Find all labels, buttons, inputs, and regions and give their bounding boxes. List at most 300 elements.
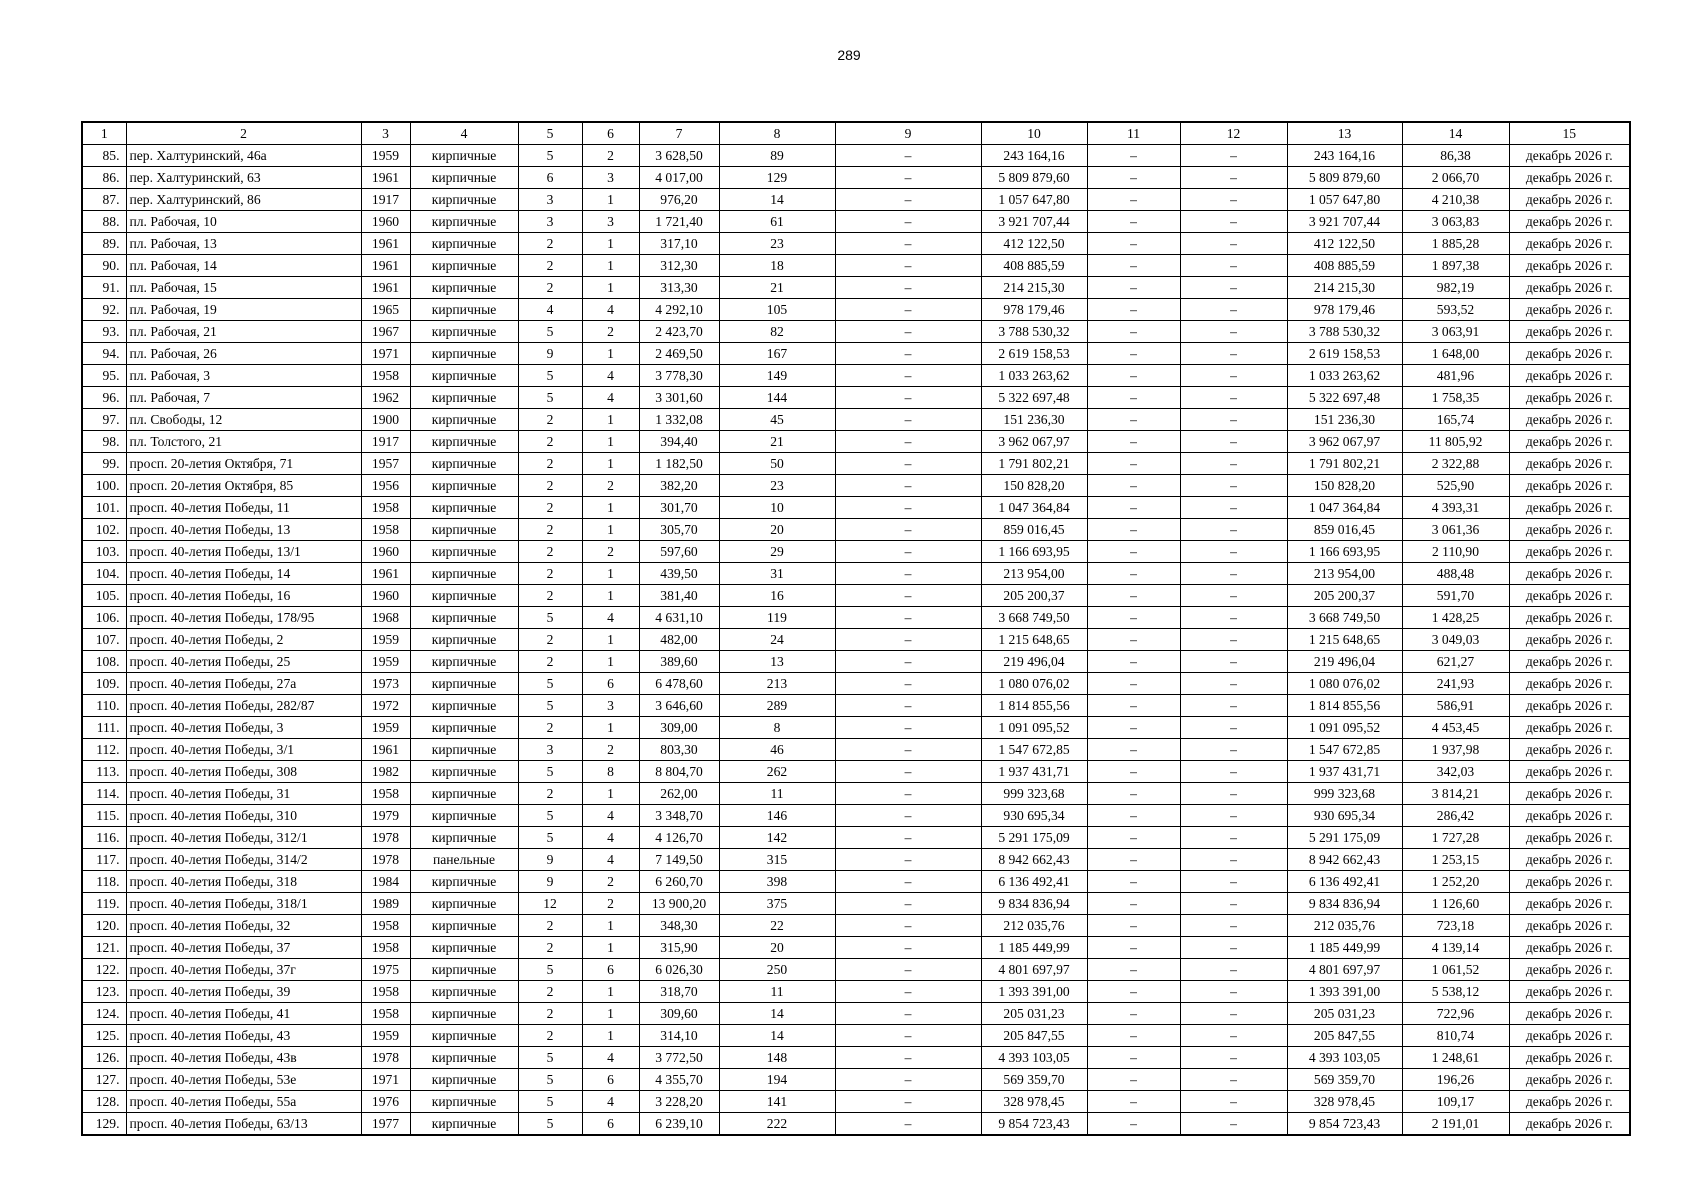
- housing-registry-table: [81, 121, 1631, 1136]
- cell-row-number: 123.: [82, 981, 126, 1003]
- cell-specific-cost: 5 538,12: [1402, 981, 1509, 1003]
- cell-cost-total: 219 496,04: [1287, 651, 1402, 673]
- cell-total-cost: 569 359,70: [981, 1069, 1087, 1091]
- cell-col-12: –: [1180, 343, 1287, 365]
- cell-row-number: 107.: [82, 629, 126, 651]
- cell-floors: 2: [518, 1003, 582, 1025]
- cell-residents: 213: [719, 673, 835, 695]
- cell-col-9: –: [835, 937, 981, 959]
- cell-col-11: –: [1087, 541, 1180, 563]
- cell-specific-cost: 1 126,60: [1402, 893, 1509, 915]
- cell-area: 394,40: [639, 431, 719, 453]
- cell-wall-material: кирпичные: [410, 453, 518, 475]
- cell-area: 4 631,10: [639, 607, 719, 629]
- cell-floors: 4: [518, 299, 582, 321]
- cell-col-9: –: [835, 541, 981, 563]
- cell-col-11: –: [1087, 871, 1180, 893]
- cell-area: 1 182,50: [639, 453, 719, 475]
- cell-col-9: –: [835, 981, 981, 1003]
- cell-cost-total: 1 033 263,62: [1287, 365, 1402, 387]
- table-row: [82, 981, 1630, 1003]
- cell-year-built: 1971: [361, 1069, 410, 1091]
- cell-specific-cost: 4 393,31: [1402, 497, 1509, 519]
- cell-col-12: –: [1180, 761, 1287, 783]
- cell-col-11: –: [1087, 849, 1180, 871]
- column-header: 13: [1287, 122, 1402, 145]
- cell-specific-cost: 1 061,52: [1402, 959, 1509, 981]
- cell-wall-material: кирпичные: [410, 1047, 518, 1069]
- cell-residents: 315: [719, 849, 835, 871]
- cell-floors: 2: [518, 233, 582, 255]
- cell-col-11: –: [1087, 299, 1180, 321]
- cell-wall-material: кирпичные: [410, 695, 518, 717]
- cell-row-number: 105.: [82, 585, 126, 607]
- cell-residents: 61: [719, 211, 835, 233]
- cell-residents: 11: [719, 783, 835, 805]
- cell-residents: 82: [719, 321, 835, 343]
- cell-col-12: –: [1180, 475, 1287, 497]
- cell-wall-material: кирпичные: [410, 585, 518, 607]
- cell-deadline: декабрь 2026 г.: [1509, 1025, 1630, 1047]
- cell-area: 389,60: [639, 651, 719, 673]
- cell-address: просп. 20-летия Октября, 85: [126, 475, 361, 497]
- cell-address: просп. 40-летия Победы, 178/95: [126, 607, 361, 629]
- cell-total-cost: 213 954,00: [981, 563, 1087, 585]
- cell-entrances: 4: [582, 805, 639, 827]
- cell-area: 803,30: [639, 739, 719, 761]
- cell-address: просп. 40-летия Победы, 282/87: [126, 695, 361, 717]
- cell-total-cost: 1 791 802,21: [981, 453, 1087, 475]
- cell-wall-material: кирпичные: [410, 1113, 518, 1136]
- cell-area: 6 026,30: [639, 959, 719, 981]
- cell-specific-cost: 2 066,70: [1402, 167, 1509, 189]
- cell-area: 317,10: [639, 233, 719, 255]
- cell-entrances: 3: [582, 167, 639, 189]
- cell-area: 4 017,00: [639, 167, 719, 189]
- cell-row-number: 95.: [82, 365, 126, 387]
- cell-col-9: –: [835, 1025, 981, 1047]
- cell-year-built: 1960: [361, 585, 410, 607]
- cell-area: 13 900,20: [639, 893, 719, 915]
- cell-floors: 2: [518, 497, 582, 519]
- cell-col-9: –: [835, 519, 981, 541]
- cell-cost-total: 1 215 648,65: [1287, 629, 1402, 651]
- cell-entrances: 2: [582, 541, 639, 563]
- cell-year-built: 1959: [361, 629, 410, 651]
- cell-row-number: 110.: [82, 695, 126, 717]
- cell-area: 318,70: [639, 981, 719, 1003]
- cell-area: 4 292,10: [639, 299, 719, 321]
- cell-col-12: –: [1180, 673, 1287, 695]
- cell-entrances: 4: [582, 607, 639, 629]
- cell-deadline: декабрь 2026 г.: [1509, 629, 1630, 651]
- cell-year-built: 1900: [361, 409, 410, 431]
- table-row: [82, 321, 1630, 343]
- cell-area: 3 228,20: [639, 1091, 719, 1113]
- column-header: 7: [639, 122, 719, 145]
- cell-area: 439,50: [639, 563, 719, 585]
- table-row: [82, 343, 1630, 365]
- table-row: [82, 585, 1630, 607]
- cell-cost-total: 4 801 697,97: [1287, 959, 1402, 981]
- cell-col-11: –: [1087, 1091, 1180, 1113]
- cell-cost-total: 1 091 095,52: [1287, 717, 1402, 739]
- cell-floors: 2: [518, 409, 582, 431]
- cell-row-number: 124.: [82, 1003, 126, 1025]
- cell-entrances: 1: [582, 981, 639, 1003]
- cell-entrances: 1: [582, 497, 639, 519]
- cell-floors: 2: [518, 277, 582, 299]
- cell-col-12: –: [1180, 167, 1287, 189]
- cell-year-built: 1958: [361, 1003, 410, 1025]
- table-row: [82, 409, 1630, 431]
- cell-deadline: декабрь 2026 г.: [1509, 563, 1630, 585]
- cell-cost-total: 3 788 530,32: [1287, 321, 1402, 343]
- cell-year-built: 1975: [361, 959, 410, 981]
- cell-wall-material: кирпичные: [410, 607, 518, 629]
- cell-col-12: –: [1180, 1069, 1287, 1091]
- cell-col-12: –: [1180, 519, 1287, 541]
- cell-deadline: декабрь 2026 г.: [1509, 475, 1630, 497]
- table-row: [82, 827, 1630, 849]
- cell-wall-material: кирпичные: [410, 981, 518, 1003]
- cell-wall-material: кирпичные: [410, 387, 518, 409]
- cell-col-11: –: [1087, 233, 1180, 255]
- cell-deadline: декабрь 2026 г.: [1509, 585, 1630, 607]
- cell-total-cost: 4 393 103,05: [981, 1047, 1087, 1069]
- cell-address: просп. 40-летия Победы, 41: [126, 1003, 361, 1025]
- cell-total-cost: 3 962 067,97: [981, 431, 1087, 453]
- cell-col-9: –: [835, 673, 981, 695]
- cell-col-11: –: [1087, 365, 1180, 387]
- cell-col-11: –: [1087, 563, 1180, 585]
- cell-specific-cost: 11 805,92: [1402, 431, 1509, 453]
- cell-col-11: –: [1087, 1113, 1180, 1136]
- cell-total-cost: 859 016,45: [981, 519, 1087, 541]
- cell-cost-total: 1 937 431,71: [1287, 761, 1402, 783]
- cell-area: 1 332,08: [639, 409, 719, 431]
- cell-col-11: –: [1087, 629, 1180, 651]
- cell-col-11: –: [1087, 453, 1180, 475]
- cell-col-9: –: [835, 1113, 981, 1136]
- cell-area: 381,40: [639, 585, 719, 607]
- cell-cost-total: 5 322 697,48: [1287, 387, 1402, 409]
- cell-col-9: –: [835, 475, 981, 497]
- table-row: [82, 189, 1630, 211]
- cell-col-9: –: [835, 189, 981, 211]
- cell-col-12: –: [1180, 783, 1287, 805]
- cell-entrances: 1: [582, 519, 639, 541]
- cell-area: 313,30: [639, 277, 719, 299]
- cell-total-cost: 9 834 836,94: [981, 893, 1087, 915]
- cell-area: 3 778,30: [639, 365, 719, 387]
- cell-entrances: 1: [582, 563, 639, 585]
- table-row: [82, 893, 1630, 915]
- cell-row-number: 100.: [82, 475, 126, 497]
- cell-col-12: –: [1180, 189, 1287, 211]
- column-header: 10: [981, 122, 1087, 145]
- cell-entrances: 1: [582, 1003, 639, 1025]
- cell-col-11: –: [1087, 739, 1180, 761]
- cell-total-cost: 3 788 530,32: [981, 321, 1087, 343]
- cell-entrances: 1: [582, 629, 639, 651]
- cell-row-number: 89.: [82, 233, 126, 255]
- cell-year-built: 1917: [361, 431, 410, 453]
- cell-col-9: –: [835, 827, 981, 849]
- cell-col-9: –: [835, 299, 981, 321]
- cell-floors: 2: [518, 519, 582, 541]
- cell-cost-total: 408 885,59: [1287, 255, 1402, 277]
- cell-cost-total: 212 035,76: [1287, 915, 1402, 937]
- cell-residents: 11: [719, 981, 835, 1003]
- cell-residents: 21: [719, 277, 835, 299]
- cell-residents: 13: [719, 651, 835, 673]
- column-header: 11: [1087, 122, 1180, 145]
- cell-col-12: –: [1180, 981, 1287, 1003]
- cell-total-cost: 243 164,16: [981, 145, 1087, 167]
- column-header: 14: [1402, 122, 1509, 145]
- cell-entrances: 4: [582, 387, 639, 409]
- cell-wall-material: кирпичные: [410, 1091, 518, 1113]
- cell-entrances: 4: [582, 1091, 639, 1113]
- cell-col-11: –: [1087, 145, 1180, 167]
- cell-wall-material: кирпичные: [410, 1025, 518, 1047]
- cell-floors: 5: [518, 1047, 582, 1069]
- cell-col-11: –: [1087, 189, 1180, 211]
- cell-col-9: –: [835, 145, 981, 167]
- cell-cost-total: 243 164,16: [1287, 145, 1402, 167]
- cell-total-cost: 214 215,30: [981, 277, 1087, 299]
- cell-col-9: –: [835, 409, 981, 431]
- cell-floors: 5: [518, 607, 582, 629]
- table-row: [82, 255, 1630, 277]
- cell-year-built: 1956: [361, 475, 410, 497]
- cell-floors: 2: [518, 629, 582, 651]
- cell-row-number: 102.: [82, 519, 126, 541]
- cell-address: пл. Рабочая, 14: [126, 255, 361, 277]
- cell-col-12: –: [1180, 1003, 1287, 1025]
- table-row: [82, 1025, 1630, 1047]
- cell-residents: 167: [719, 343, 835, 365]
- cell-floors: 5: [518, 1113, 582, 1136]
- cell-col-12: –: [1180, 563, 1287, 585]
- cell-floors: 5: [518, 321, 582, 343]
- cell-col-11: –: [1087, 519, 1180, 541]
- cell-deadline: декабрь 2026 г.: [1509, 739, 1630, 761]
- cell-total-cost: 1 937 431,71: [981, 761, 1087, 783]
- column-header: 2: [126, 122, 361, 145]
- table-row: [82, 519, 1630, 541]
- cell-col-9: –: [835, 1091, 981, 1113]
- column-header: 12: [1180, 122, 1287, 145]
- cell-col-9: –: [835, 893, 981, 915]
- cell-col-12: –: [1180, 651, 1287, 673]
- cell-cost-total: 1 080 076,02: [1287, 673, 1402, 695]
- cell-wall-material: кирпичные: [410, 805, 518, 827]
- cell-row-number: 88.: [82, 211, 126, 233]
- cell-entrances: 1: [582, 937, 639, 959]
- cell-wall-material: кирпичные: [410, 1069, 518, 1091]
- cell-specific-cost: 1 758,35: [1402, 387, 1509, 409]
- cell-residents: 31: [719, 563, 835, 585]
- cell-deadline: декабрь 2026 г.: [1509, 651, 1630, 673]
- cell-specific-cost: 1 248,61: [1402, 1047, 1509, 1069]
- cell-address: просп. 40-летия Победы, 25: [126, 651, 361, 673]
- cell-cost-total: 1 047 364,84: [1287, 497, 1402, 519]
- cell-total-cost: 978 179,46: [981, 299, 1087, 321]
- cell-residents: 10: [719, 497, 835, 519]
- cell-col-11: –: [1087, 915, 1180, 937]
- cell-col-12: –: [1180, 717, 1287, 739]
- cell-cost-total: 9 854 723,43: [1287, 1113, 1402, 1136]
- cell-specific-cost: 1 897,38: [1402, 255, 1509, 277]
- cell-year-built: 1982: [361, 761, 410, 783]
- table-row: [82, 783, 1630, 805]
- cell-address: пл. Толстого, 21: [126, 431, 361, 453]
- table-row: [82, 1091, 1630, 1113]
- cell-year-built: 1957: [361, 453, 410, 475]
- cell-specific-cost: 488,48: [1402, 563, 1509, 585]
- cell-row-number: 106.: [82, 607, 126, 629]
- cell-col-9: –: [835, 343, 981, 365]
- cell-wall-material: кирпичные: [410, 211, 518, 233]
- cell-deadline: декабрь 2026 г.: [1509, 211, 1630, 233]
- cell-cost-total: 3 668 749,50: [1287, 607, 1402, 629]
- cell-wall-material: кирпичные: [410, 365, 518, 387]
- cell-deadline: декабрь 2026 г.: [1509, 959, 1630, 981]
- cell-deadline: декабрь 2026 г.: [1509, 233, 1630, 255]
- column-header: 5: [518, 122, 582, 145]
- cell-col-9: –: [835, 255, 981, 277]
- cell-residents: 14: [719, 1025, 835, 1047]
- cell-residents: 50: [719, 453, 835, 475]
- cell-wall-material: кирпичные: [410, 915, 518, 937]
- cell-year-built: 1978: [361, 1047, 410, 1069]
- cell-address: просп. 40-летия Победы, 13: [126, 519, 361, 541]
- cell-floors: 5: [518, 387, 582, 409]
- cell-year-built: 1960: [361, 541, 410, 563]
- table-row: [82, 497, 1630, 519]
- cell-col-11: –: [1087, 211, 1180, 233]
- cell-row-number: 117.: [82, 849, 126, 871]
- cell-residents: 119: [719, 607, 835, 629]
- cell-floors: 5: [518, 805, 582, 827]
- table-row: [82, 541, 1630, 563]
- cell-wall-material: кирпичные: [410, 739, 518, 761]
- cell-total-cost: 5 809 879,60: [981, 167, 1087, 189]
- cell-wall-material: кирпичные: [410, 167, 518, 189]
- cell-specific-cost: 3 063,83: [1402, 211, 1509, 233]
- cell-row-number: 112.: [82, 739, 126, 761]
- cell-floors: 5: [518, 673, 582, 695]
- cell-total-cost: 151 236,30: [981, 409, 1087, 431]
- cell-address: просп. 40-летия Победы, 314/2: [126, 849, 361, 871]
- cell-total-cost: 1 547 672,85: [981, 739, 1087, 761]
- cell-area: 315,90: [639, 937, 719, 959]
- cell-specific-cost: 525,90: [1402, 475, 1509, 497]
- cell-area: 312,30: [639, 255, 719, 277]
- column-header: 1: [82, 122, 126, 145]
- cell-deadline: декабрь 2026 г.: [1509, 277, 1630, 299]
- column-header: 9: [835, 122, 981, 145]
- cell-floors: 5: [518, 1091, 582, 1113]
- cell-cost-total: 205 031,23: [1287, 1003, 1402, 1025]
- cell-floors: 9: [518, 343, 582, 365]
- cell-col-11: –: [1087, 805, 1180, 827]
- cell-year-built: 1958: [361, 981, 410, 1003]
- cell-residents: 8: [719, 717, 835, 739]
- cell-entrances: 2: [582, 871, 639, 893]
- cell-col-11: –: [1087, 607, 1180, 629]
- cell-row-number: 92.: [82, 299, 126, 321]
- cell-cost-total: 1 547 672,85: [1287, 739, 1402, 761]
- cell-cost-total: 412 122,50: [1287, 233, 1402, 255]
- cell-address: пл. Рабочая, 3: [126, 365, 361, 387]
- cell-specific-cost: 586,91: [1402, 695, 1509, 717]
- cell-area: 2 469,50: [639, 343, 719, 365]
- table-row: [82, 739, 1630, 761]
- cell-col-12: –: [1180, 915, 1287, 937]
- cell-specific-cost: 723,18: [1402, 915, 1509, 937]
- cell-area: 314,10: [639, 1025, 719, 1047]
- cell-residents: 23: [719, 233, 835, 255]
- cell-row-number: 93.: [82, 321, 126, 343]
- cell-wall-material: кирпичные: [410, 519, 518, 541]
- cell-total-cost: 150 828,20: [981, 475, 1087, 497]
- cell-wall-material: кирпичные: [410, 299, 518, 321]
- cell-wall-material: кирпичные: [410, 959, 518, 981]
- cell-col-12: –: [1180, 585, 1287, 607]
- cell-wall-material: кирпичные: [410, 475, 518, 497]
- cell-specific-cost: 109,17: [1402, 1091, 1509, 1113]
- cell-deadline: декабрь 2026 г.: [1509, 387, 1630, 409]
- cell-specific-cost: 810,74: [1402, 1025, 1509, 1047]
- cell-year-built: 1961: [361, 739, 410, 761]
- cell-deadline: декабрь 2026 г.: [1509, 915, 1630, 937]
- cell-year-built: 1958: [361, 519, 410, 541]
- cell-entrances: 4: [582, 365, 639, 387]
- cell-address: просп. 40-летия Победы, 3/1: [126, 739, 361, 761]
- cell-year-built: 1958: [361, 497, 410, 519]
- cell-cost-total: 1 057 647,80: [1287, 189, 1402, 211]
- cell-area: 301,70: [639, 497, 719, 519]
- cell-address: пл. Свободы, 12: [126, 409, 361, 431]
- page-number: 289: [837, 47, 861, 63]
- cell-col-9: –: [835, 1069, 981, 1091]
- cell-deadline: декабрь 2026 г.: [1509, 937, 1630, 959]
- cell-total-cost: 205 200,37: [981, 585, 1087, 607]
- cell-residents: 16: [719, 585, 835, 607]
- cell-row-number: 119.: [82, 893, 126, 915]
- cell-deadline: декабрь 2026 г.: [1509, 409, 1630, 431]
- cell-address: просп. 40-летия Победы, 32: [126, 915, 361, 937]
- cell-col-9: –: [835, 321, 981, 343]
- cell-wall-material: кирпичные: [410, 827, 518, 849]
- cell-col-9: –: [835, 453, 981, 475]
- cell-specific-cost: 4 210,38: [1402, 189, 1509, 211]
- cell-total-cost: 212 035,76: [981, 915, 1087, 937]
- cell-row-number: 113.: [82, 761, 126, 783]
- cell-address: просп. 40-летия Победы, 2: [126, 629, 361, 651]
- cell-specific-cost: 2 191,01: [1402, 1113, 1509, 1136]
- table-row: [82, 761, 1630, 783]
- table-row: [82, 673, 1630, 695]
- cell-year-built: 1977: [361, 1113, 410, 1136]
- table-row: [82, 1113, 1630, 1136]
- table-row: [82, 233, 1630, 255]
- cell-col-11: –: [1087, 409, 1180, 431]
- table-row: [82, 1003, 1630, 1025]
